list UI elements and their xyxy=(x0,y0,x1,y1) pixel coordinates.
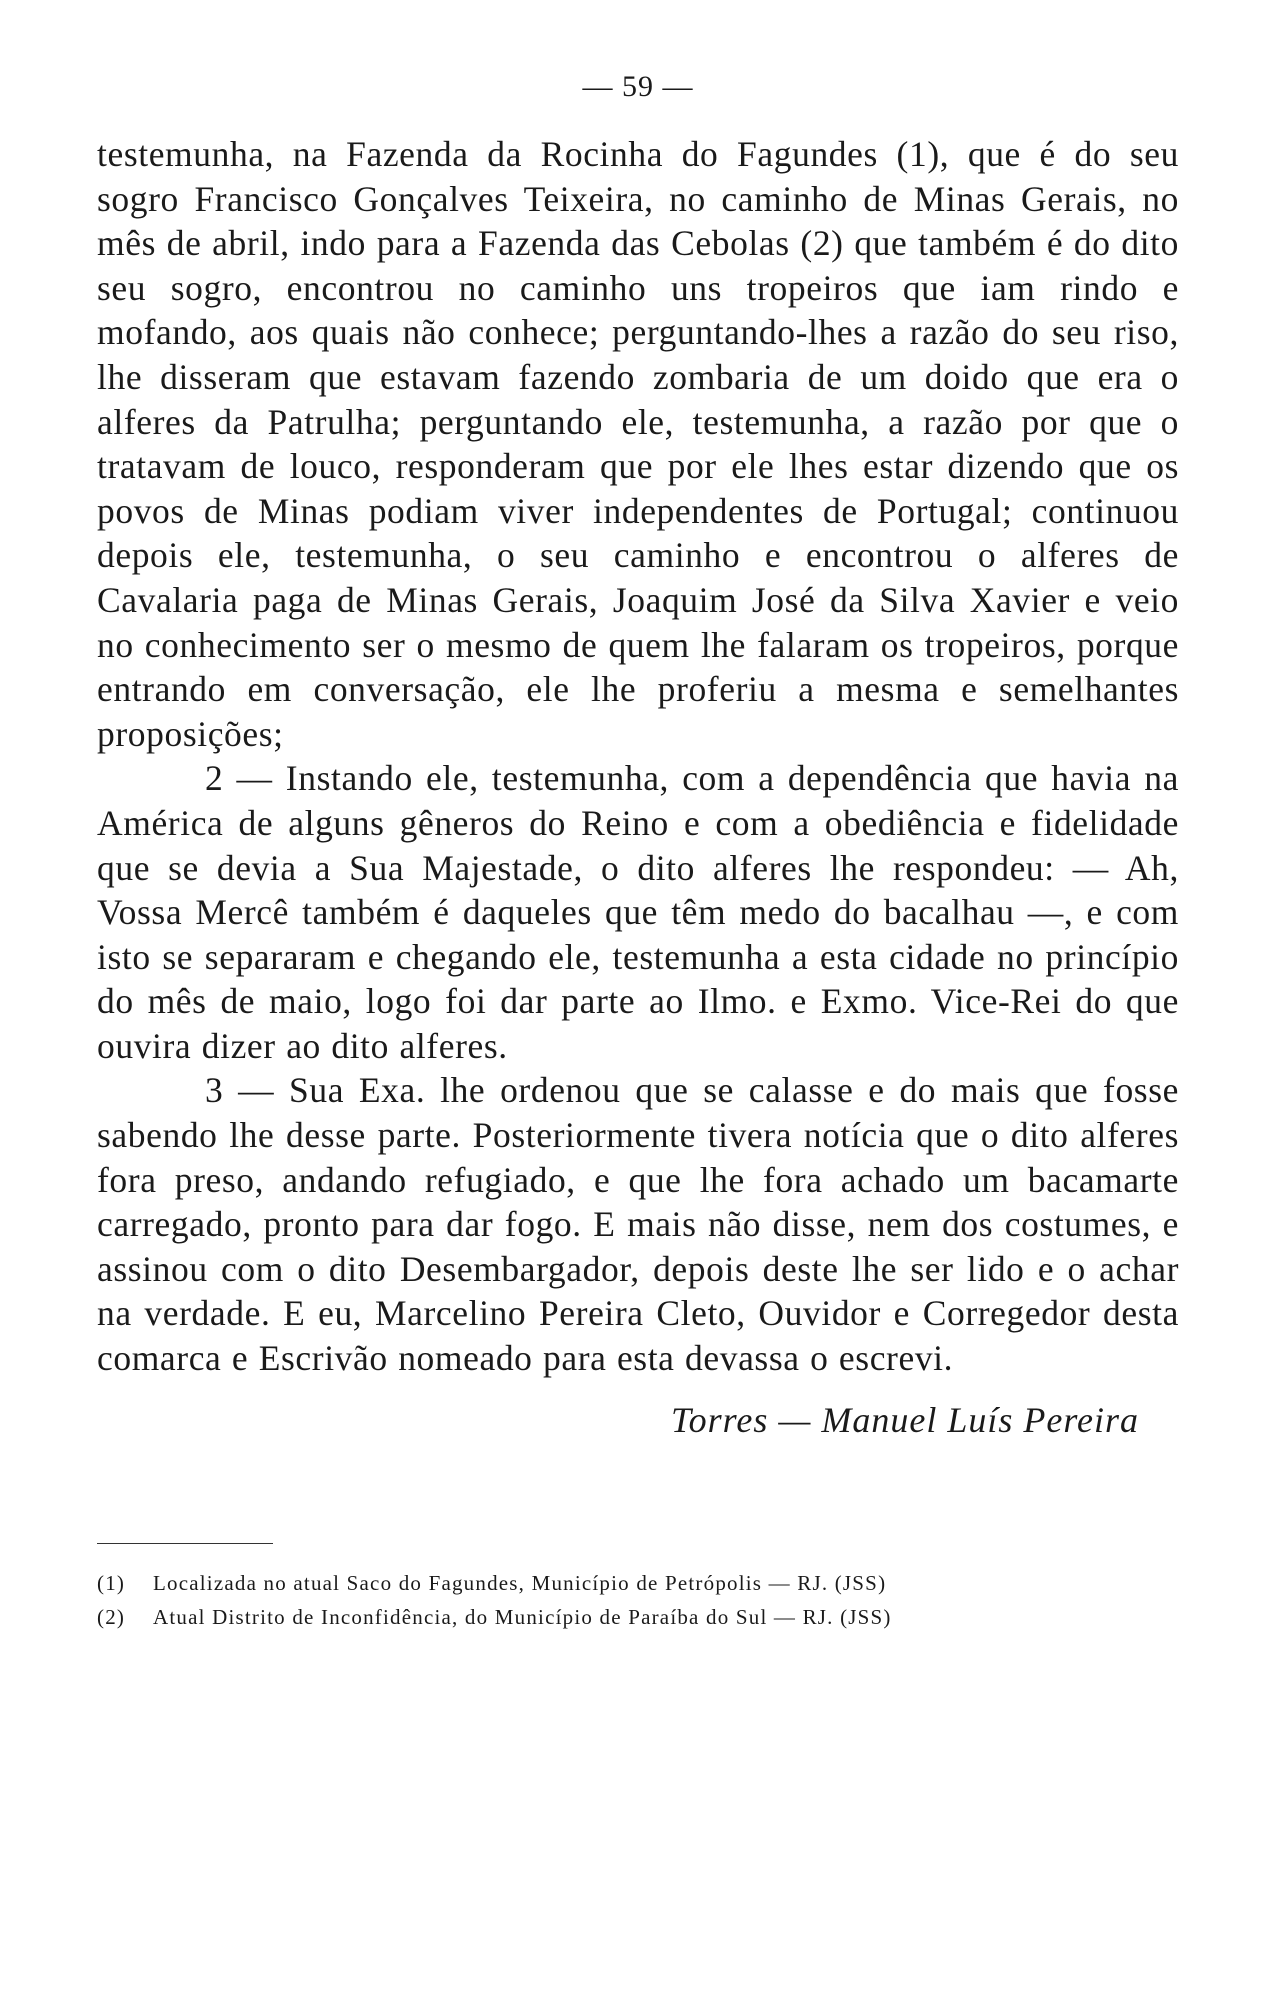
paragraph-item-3: 3 — Sua Exa. lhe ordenou que se calasse e do mais que fosse sabendo lhe desse parte. Posteriormente tivera notícia que o dito alferes fora preso, andando refugiado, e que lhe fora achado um bacamarte carregado, pronto para dar fogo. E mais não disse, nem dos costumes, e assinou com o dito Desembargador, depois deste lhe ser lido e o achar na verdade. E eu, Marcelino Pereira Cleto, Ouvidor e Corregedor desta comarca e Escrivão nomeado para esta devassa o escrevi. xyxy=(97,1070,1179,1379)
document-page xyxy=(97,70,1179,1634)
footnote-text: Localizada no atual Saco do Fagundes, Município de Petrópolis — RJ. (JSS) xyxy=(153,1570,887,1595)
paragraph-testimony-start: testemunha, na Fazenda da Rocinha do Fagundes (1), que é do seu sogro Francisco Gonçalves Teixeira, no caminho de Minas Gerais, no mês de abril, indo para a Fazenda das Cebolas (2) que também é do dito seu sogro, encontrou no caminho uns tropeiros que iam rindo e mofando, aos quais não conhece; perguntando-lhes a razão do seu riso, lhe disseram que estavam fazendo zombaria de um doido que era o alferes da Patrulha; perguntando ele, testemunha, a razão por que o tratavam de louco, responderam que por ele lhes estar dizendo que os povos de Minas podiam viver independentes de Portugal; continuou depois ele, testemunha, o seu caminho e encontrou o alferes de Cavalaria paga de Minas Gerais, Joaquim José da Silva Xavier e veio no conhecimento ser o mesmo de quem lhe falaram os tropeiros, porque entrando em conversação, ele lhe proferiu a mesma e semelhantes proposições; xyxy=(97,134,1179,754)
body-text xyxy=(97,132,1179,1381)
paragraph-item-2: 2 — Instando ele, testemunha, com a dependência que havia na América de alguns gêneros do Reino e com a obediência e fidelidade que se devia a Sua Majestade, o dito alferes lhe respondeu: — Ah, Vossa Mercê também é daqueles que têm medo do bacalhau —, e com isto se separaram e chegando ele, testemunha a esta cidade no princípio do mês de maio, logo foi dar parte ao Ilmo. e Exmo. Vice-Rei do que ouvira dizer ao dito alferes. xyxy=(97,758,1179,1066)
footnote-text: Atual Distrito de Inconfidência, do Município de Paraíba do Sul — RJ. (JSS) xyxy=(153,1604,892,1629)
footnote-mark: (2) xyxy=(97,1604,126,1629)
footnote-mark: (1) xyxy=(97,1570,126,1595)
footnote-2 xyxy=(97,1600,1179,1634)
footnote-1 xyxy=(97,1566,1179,1600)
footnote-divider xyxy=(97,1543,273,1544)
signature-line: Torres — Manuel Luís Pereira xyxy=(670,1399,1139,1440)
footnotes xyxy=(97,1566,1179,1634)
page-number: — 59 — xyxy=(582,70,694,103)
